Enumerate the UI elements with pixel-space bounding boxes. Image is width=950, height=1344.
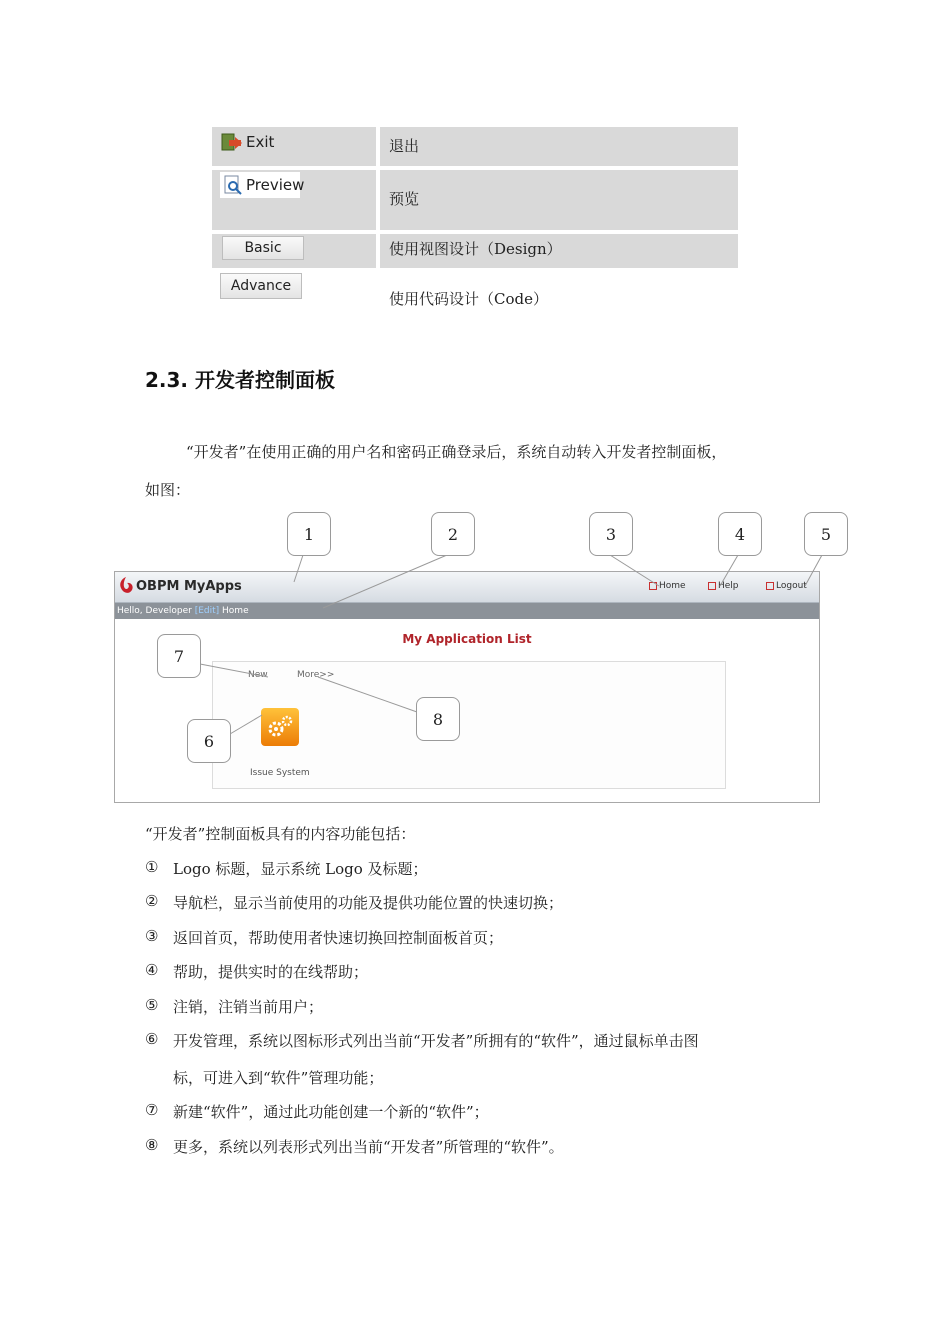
exit-description: 退出 — [389, 137, 420, 155]
feature-num: ① — [145, 858, 159, 876]
new-link[interactable]: New — [248, 670, 268, 680]
callout-4: 4 — [718, 512, 762, 556]
intro-line-2: 如图： — [145, 481, 191, 499]
breadcrumb-home[interactable]: Home — [222, 606, 249, 616]
feature-text: 注销，注销当前用户； — [173, 998, 324, 1016]
callout-6: 6 — [187, 719, 231, 763]
feature-text: Logo 标题，显示系统 Logo 及标题； — [173, 860, 428, 878]
feature-text: 开发管理，系统以图标形式列出当前“开发者”所拥有的“软件”，通过鼠标单击图 — [173, 1032, 699, 1050]
feature-num: ④ — [145, 961, 159, 979]
preview-description: 预览 — [389, 190, 420, 208]
feature-num: ③ — [145, 927, 159, 945]
basic-description: 使用视图设计（Design） — [389, 240, 562, 258]
advance-description: 使用代码设计（Code） — [389, 290, 548, 308]
feature-num: ⑦ — [145, 1101, 159, 1119]
callout-8: 8 — [416, 697, 460, 741]
more-link[interactable]: More>> — [297, 670, 335, 680]
preview-label: Preview — [246, 176, 305, 194]
callout-5: 5 — [804, 512, 848, 556]
feature-text: 导航栏，显示当前使用的功能及提供功能位置的快速切换； — [173, 894, 564, 912]
logo-text: OBPM MyApps — [136, 579, 242, 594]
feature-text: 返回首页，帮助使用者快速切换回控制面板首页； — [173, 929, 504, 947]
feature-num: ⑥ — [145, 1030, 159, 1048]
home-link-label: Home — [659, 581, 686, 591]
section-heading: 2.3. 开发者控制面板 — [145, 368, 335, 392]
features-intro: “开发者”控制面板具有的内容功能包括： — [145, 825, 416, 843]
feature-num: ② — [145, 892, 159, 910]
callout-7: 7 — [157, 634, 201, 678]
feature-num: ⑤ — [145, 996, 159, 1014]
callout-1: 1 — [287, 512, 331, 556]
intro-line-1: “开发者”在使用正确的用户名和密码正确登录后，系统自动转入开发者控制面板， — [186, 443, 727, 461]
help-link-label: Help — [718, 581, 739, 591]
feature-text: 帮助，提供实时的在线帮助； — [173, 963, 369, 981]
advance-button[interactable]: Advance — [220, 273, 302, 299]
feature-num: ⑧ — [145, 1136, 159, 1154]
panel-title: My Application List — [402, 632, 532, 646]
issue-system-label[interactable]: Issue System — [250, 768, 310, 778]
breadcrumb-edit-link[interactable]: [Edit] — [194, 606, 220, 616]
feature-text: 更多，系统以列表形式列出当前“开发者”所管理的“软件”。 — [173, 1138, 564, 1156]
exit-label: Exit — [246, 133, 275, 151]
callout-3: 3 — [589, 512, 633, 556]
breadcrumb-hello: Hello, Developer — [117, 606, 192, 616]
callout-2: 2 — [431, 512, 475, 556]
feature-text-continued: 标，可进入到“软件”管理功能； — [173, 1069, 384, 1087]
basic-button[interactable]: Basic — [222, 236, 304, 260]
feature-text: 新建“软件”，通过此功能创建一个新的“软件”； — [173, 1103, 489, 1121]
logout-link-label: Logout — [776, 581, 807, 591]
